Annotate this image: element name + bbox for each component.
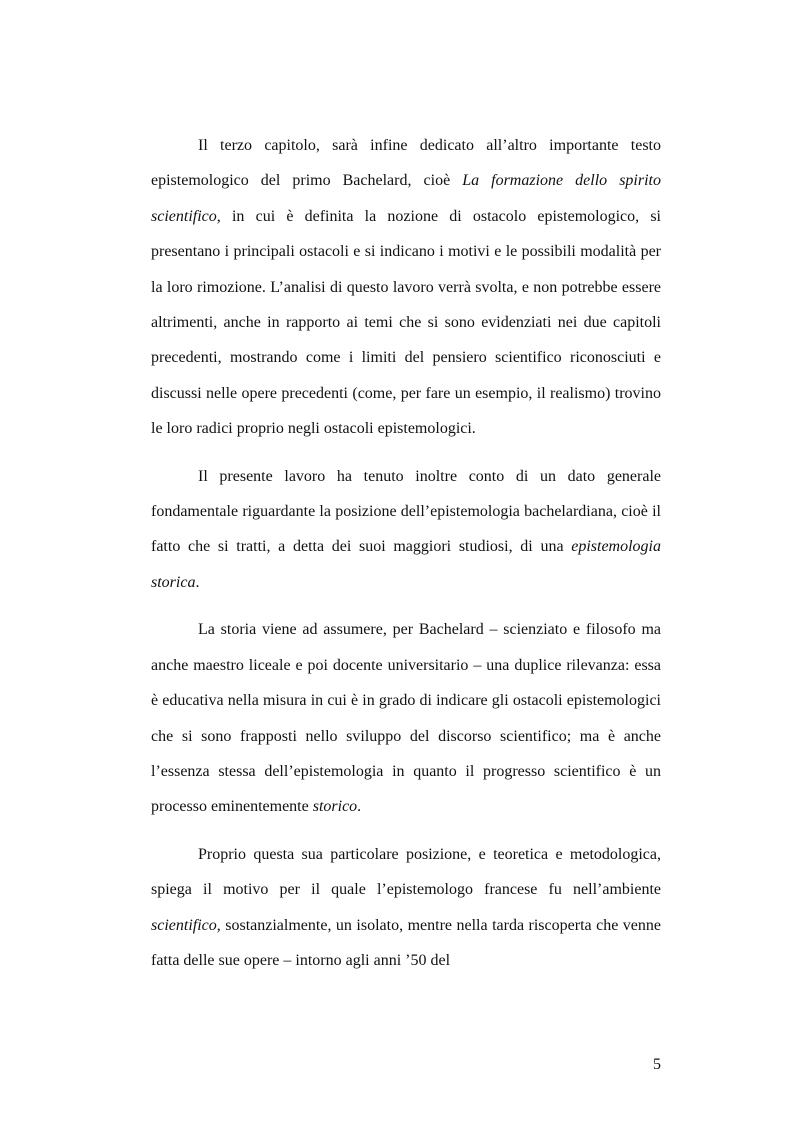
page-body xyxy=(151,128,661,978)
emphasis-epistemologia-storica: epistemologia storica xyxy=(151,538,661,591)
paragraph-1-text-continued: , in cui è definita la nozione di ostacolo epistemologico, si presentano i principali ostacoli e si indicano i motivi e le possibili modalità per la loro rimozione. L’analisi di questo lavoro verrà svolta, e non potrebbe essere altrimenti, anche in rapporto ai temi che si sono evidenziati nei due capitoli precedenti, mostrando come i limiti del pensiero scientifico riconosciuti e discussi nelle opere precedenti (come, per fare un esempio, il realismo) trovino le loro radici proprio negli ostacoli epistemologici. xyxy=(151,207,661,438)
emphasis-scientifico: scientifico xyxy=(151,916,217,934)
paragraph-2 xyxy=(151,459,661,601)
emphasis-storico: storico xyxy=(312,798,358,816)
paragraph-4-text: Proprio questa sua particolare posizione, e teoretica e metodologica, spiega il motivo per il quale l’epistemologo francese fu nell’ambiente xyxy=(151,845,661,899)
paragraph-2-ending: . xyxy=(195,573,200,591)
paragraph-3-ending: . xyxy=(357,798,362,816)
paragraph-3-text: La storia viene ad assumere, per Bachelard – scienziato e filosofo ma anche maestro liceale e poi docente universitario – una duplice rilevanza: essa è educativa nella misura in cui è in grado di indicare gli ostacoli epistemologici che si sono frapposti nello sviluppo del discorso scientifico; ma è anche l’essenza stessa dell’epistemologia in quanto il progresso scientifico è un processo eminentemente xyxy=(151,621,661,816)
paragraph-1-text: Il terzo capitolo, sarà infine dedicato all’altro importante testo epistemologico del primo Bachelard, cioè xyxy=(151,137,661,190)
paragraph-2-text: Il presente lavoro ha tenuto inoltre conto di un dato generale fondamentale riguardante la posizione dell’epistemologia bachelardiana, cioè il fatto che si tratti, a detta dei suoi maggiori studiosi, di una xyxy=(151,467,661,556)
book-title-formazione-spirito-scientifico: La formazione dello spirito scientifico xyxy=(151,172,661,225)
paragraph-3 xyxy=(151,612,661,824)
paragraph-4 xyxy=(151,837,661,979)
page-number: 5 xyxy=(653,1056,661,1073)
paragraph-4-text-continued: , sostanzialmente, un isolato, mentre nella tarda riscoperta che venne fatta delle sue opere – intorno agli anni ’50 del xyxy=(151,916,661,969)
paragraph-1 xyxy=(151,128,661,447)
